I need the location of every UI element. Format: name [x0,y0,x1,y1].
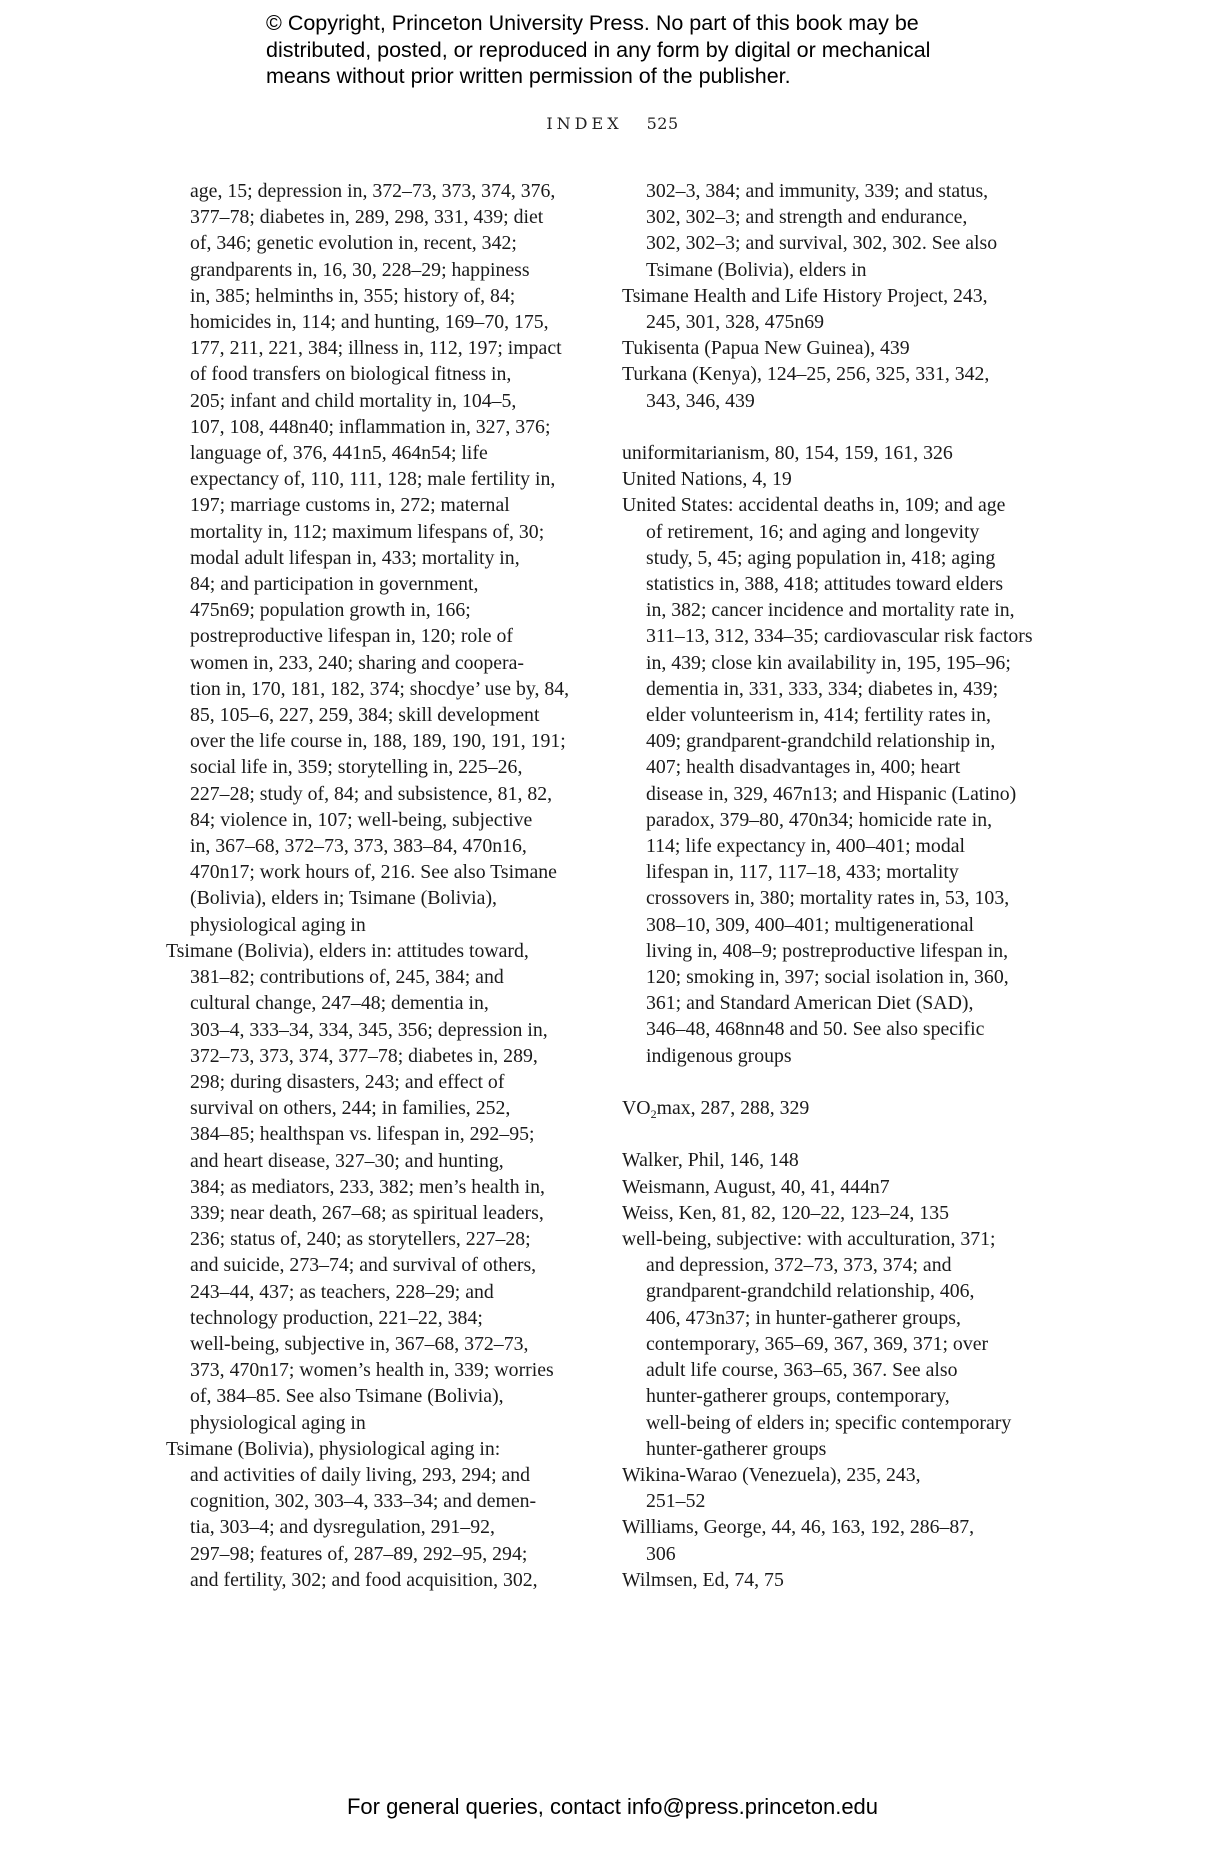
index-entry: Williams, George, 44, 46, 163, 192, 286–87, 306 [622,1516,975,1565]
copyright-line-1: © Copyright, Princeton University Press. No part of this book may be [266,11,919,35]
vo-rest: max, 287, 288, 329 [656,1097,810,1120]
index-entry: Wilmsen, Ed, 74, 75 [622,1568,784,1591]
index-entry: Tsimane Health and Life History Project, 243, 245, 301, 328, 475n69 [622,284,988,334]
index-column-left [166,178,576,1593]
index-entry: Wikina-Warao (Venezuela), 235, 243, 251–52 [622,1463,921,1513]
footer-contact: For general queries, contact info@press.princeton.edu [346,1794,879,1819]
subscript-2: 2 [650,1107,657,1122]
index-entry: Walker, Phil, 146, 148 [622,1149,799,1172]
copyright-notice [266,10,1026,90]
index-entry: age, 15; depression in, 372–73, 373, 374, 376, 377–78; diabetes in, 289, 298, 331, 439; diet of, 346; genetic evolution in, recent, 342; grandparents in, 16, 30, 228–29; happiness in, 385; helminths in, 355; history of, 84; homicides in, 114; and hunting, 169–70, 175, 177, 211, 221, 384; illness in, 112, 197; impact of food transfers on biological fitness in, 205; infant and child mortality in, 104–5, 107, 108, 448n40; inflammation in, 327, 376; language of, 376, 441n5, 464n54; life expectancy of, 110, 111, 128; male fertility in, 197; marriage customs in, 272; maternal mortality in, 112; maximum lifespans of, 30; modal adult lifespan in, 433; mortality in, 84; and participation in government, 475n69; population growth in, 166; postreproductive lifespan in, 120; role of women in, 233, 240; sharing and coopera- tion in, 170, 181, 182, 374; shocdye’ use by, 84, 85, 105–6, 227, 259, 384; skill development over the life course in, 188, 189, 190, 191, 191; social life in, 359; storytelling in, 225–26, 227–28; study of, 84; and subsistence, 81, 82, 84; violence in, 107; well-being, subjective in, 367–68, 372–73, 373, 383–84, 470n16, 470n17; work hours of, 216. See also Tsimane (Bolivia), elders in; Tsimane (Bolivia), physiological aging in [190,180,570,936]
letter-gap [622,1121,1042,1147]
index-entry-vo2max [622,1095,1042,1121]
index-column-right [622,178,1042,1593]
vo-text: VO [622,1097,651,1120]
index-entry: Tukisenta (Papua New Guinea), 439 [622,337,910,360]
index-entry: 302–3, 384; and immunity, 339; and status, 302, 302–3; and strength and endurance, 302, 302–3; and survival, 302, 302. See also Tsimane (Bolivia), elders in [646,180,998,281]
running-head-label: INDEX [546,114,623,133]
index-entry: Weismann, August, 40, 41, 444n7 [622,1175,890,1198]
index-entry: Turkana (Kenya), 124–25, 256, 325, 331, 342, 343, 346, 439 [622,363,990,412]
index-entry: United States: accidental deaths in, 109; and age of retirement, 16; and aging and longevity study, 5, 45; aging population in, 418; aging statistics in, 388, 418; attitudes toward elders in, 382; cancer incidence and mortality rate in, 311–13, 312, 334–35; cardiovascular risk factors in, 439; close kin availability in, 195, 195–96; dementia in, 331, 333, 334; diabetes in, 439; elder volunteerism in, 414; fertility rates in, 409; grandparent-grandchild relationship in, 407; health disadvantages in, 400; heart disease in, 329, 467n13; and Hispanic (Latino) paradox, 379–80, 470n34; homicide rate in, 114; life expectancy in, 400–401; modal lifespan in, 117, 117–18, 433; mortality crossovers in, 380; mortality rates in, 53, 103, 308–10, 309, 400–401; multigenerational living in, 408–9; postreproductive lifespan in, 120; smoking in, 397; social isolation in, 360, 361; and Standard American Diet (SAD), 346–48, 468nn48 and 50. See also specific indigenous groups [622,494,1033,1067]
letter-gap [622,1069,1042,1095]
index-entry: uniformitarianism, 80, 154, 159, 161, 326 [622,442,953,465]
index-entry: Weiss, Ken, 81, 82, 120–22, 123–24, 135 [622,1201,949,1224]
running-head [0,114,1225,133]
page-number: 525 [646,114,679,133]
index-entry: well-being, subjective: with acculturation, 371; and depression, 372–73, 373, 374; and grandparent-grandchild relationship, 406, 406, 473n37; in hunter-gatherer groups, contemporary, 365–69, 367, 369, 371; over adult life course, 363–65, 367. See also hunter-gatherer groups, contemporary, well-being of elders in; specific contemporary hunter-gatherer groups [622,1228,1012,1460]
index-entry: Tsimane (Bolivia), elders in: attitudes toward, 381–82; contributions of, 245, 384; and cultural change, 247–48; dementia in, 303–4, 333–34, 334, 345, 356; depression in, 372–73, 373, 374, 377–78; diabetes in, 289, 298; during disasters, 243; and effect of survival on others, 244; in families, 252, 384–85; healthspan vs. lifespan in, 292–95; and heart disease, 327–30; and hunting, 384; as mediators, 233, 382; men’s health in, 339; near death, 267–68; as spiritual leaders, 236; status of, 240; as storytellers, 227–28; and suicide, 273–74; and survival of others, 243–44, 437; as teachers, 228–29; and technology production, 221–22, 384; well-being, subjective in, 367–68, 372–73, 373, 470n17; women’s health in, 339; worries of, 384–85. See also Tsimane (Bolivia), physiological aging in [166,939,554,1434]
copyright-line-2: distributed, posted, or reproduced in any form by digital or mechanical [266,37,931,62]
letter-gap [622,414,1042,440]
index-entry: United Nations, 4, 19 [622,468,792,491]
copyright-line-3: means without prior written permission of the publisher. [266,64,791,88]
index-entry: Tsimane (Bolivia), physiological aging in: and activities of daily living, 293, 294; and cognition, 302, 303–4, 333–34; and demen- tia, 303–4; and dysregulation, 291–92, 297–98; features of, 287–89, 292–95, 294; and fertility, 302; and food acquisition, 302, [166,1437,538,1591]
